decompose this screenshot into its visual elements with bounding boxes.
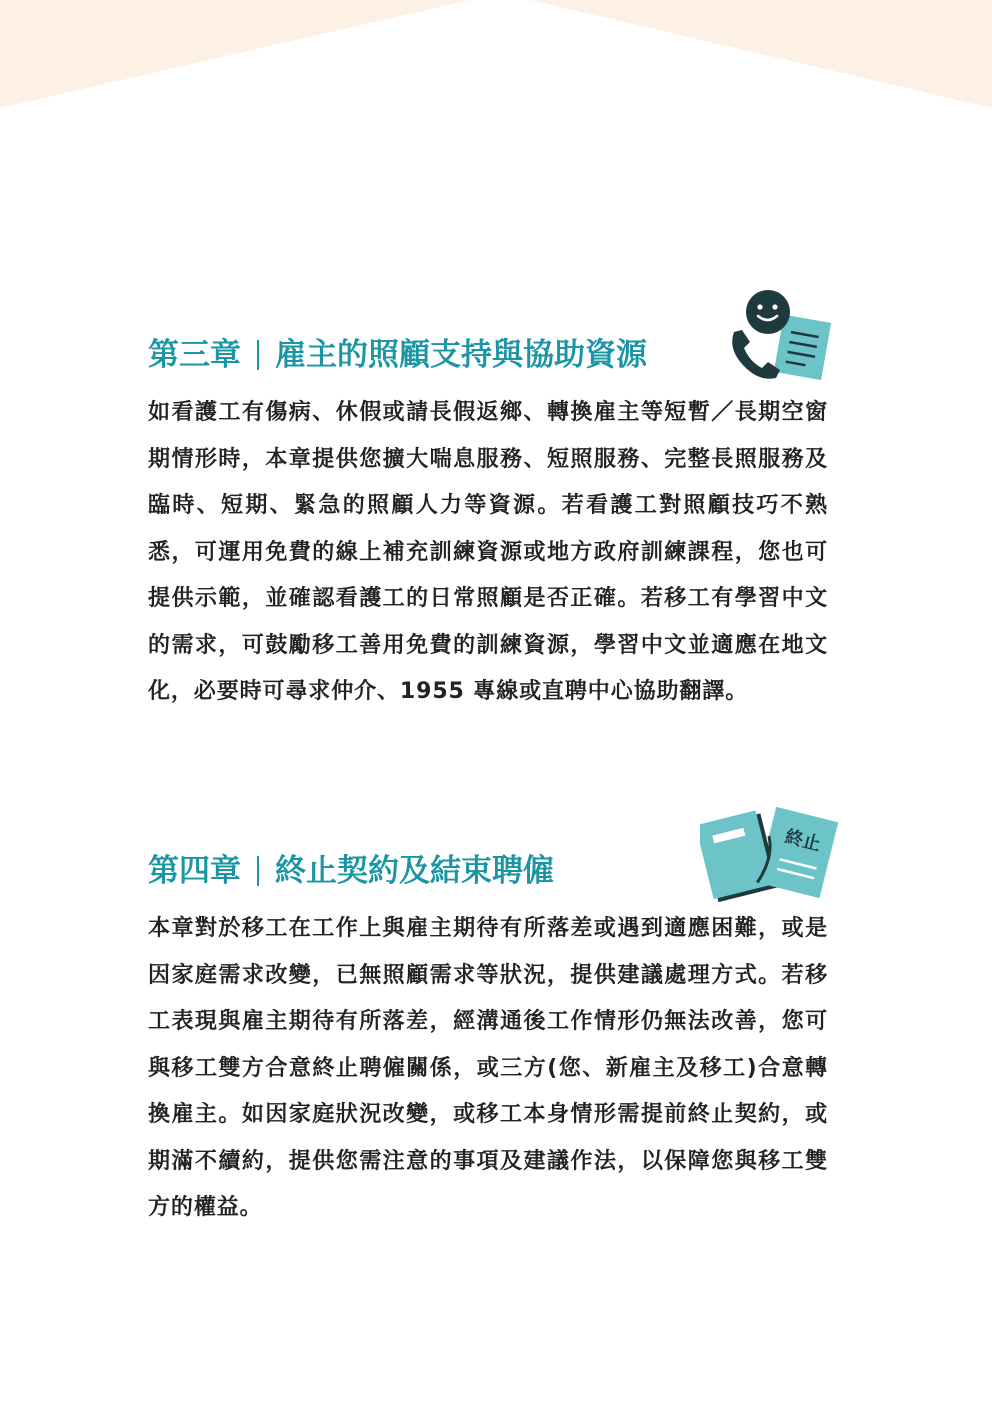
chapter-4-label: 第四章 — [148, 853, 241, 889]
chapter-3-title: 雇主的照顧支持與協助資源 — [275, 337, 647, 373]
top-decorative-band — [0, 0, 992, 110]
chapter-4-paragraph: 本章對於移工在工作上與雇主期待有所落差或遇到適應困難，或是因家庭需求改變，已無照顧需求等狀況，提供建議處理方式。若移工表現與雇主期待有所落差，經溝通後工作情形仍無法改善，您可與移工雙方合意終止聘僱關係，或三方(您、新雇主及移工)合意轉換雇主。如因家庭狀況改變，或移工本身情形需提前終止契約，或期滿不續約，提供您需注意的事項及建議作法，以保障您與移工雙方的權益。 — [148, 916, 828, 1220]
chapter-3-section — [148, 332, 828, 716]
chapter-4-section — [148, 848, 828, 1232]
chapter-4-title: 終止契約及結束聘僱 — [275, 853, 554, 889]
heading-divider — [257, 340, 259, 370]
heading-divider — [257, 856, 259, 886]
chapter-4-heading — [148, 848, 828, 894]
terminate-label: 終止 — [782, 826, 823, 856]
chapter-3-paragraph: 如看護工有傷病、休假或請長假返鄉、轉換雇主等短暫／長期空窗期情形時，本章提供您擴大喘息服務、短照服務、完整長照服務及臨時、短期、緊急的照顧人力等資源。若看護工對照顧技巧不熟悉，可運用免費的線上補充訓練資源或地方政府訓練課程，您也可提供示範，並確認看護工的日常照顧是否正確。若移工有學習中文的需求，可鼓勵移工善用免費的訓練資源，學習中文並適應在地文化，必要時可尋求仲介、1955 專線或直聘中心協助翻譯。 — [148, 400, 828, 704]
chapter-3-label: 第三章 — [148, 337, 241, 373]
chapter-3-heading — [148, 332, 828, 378]
